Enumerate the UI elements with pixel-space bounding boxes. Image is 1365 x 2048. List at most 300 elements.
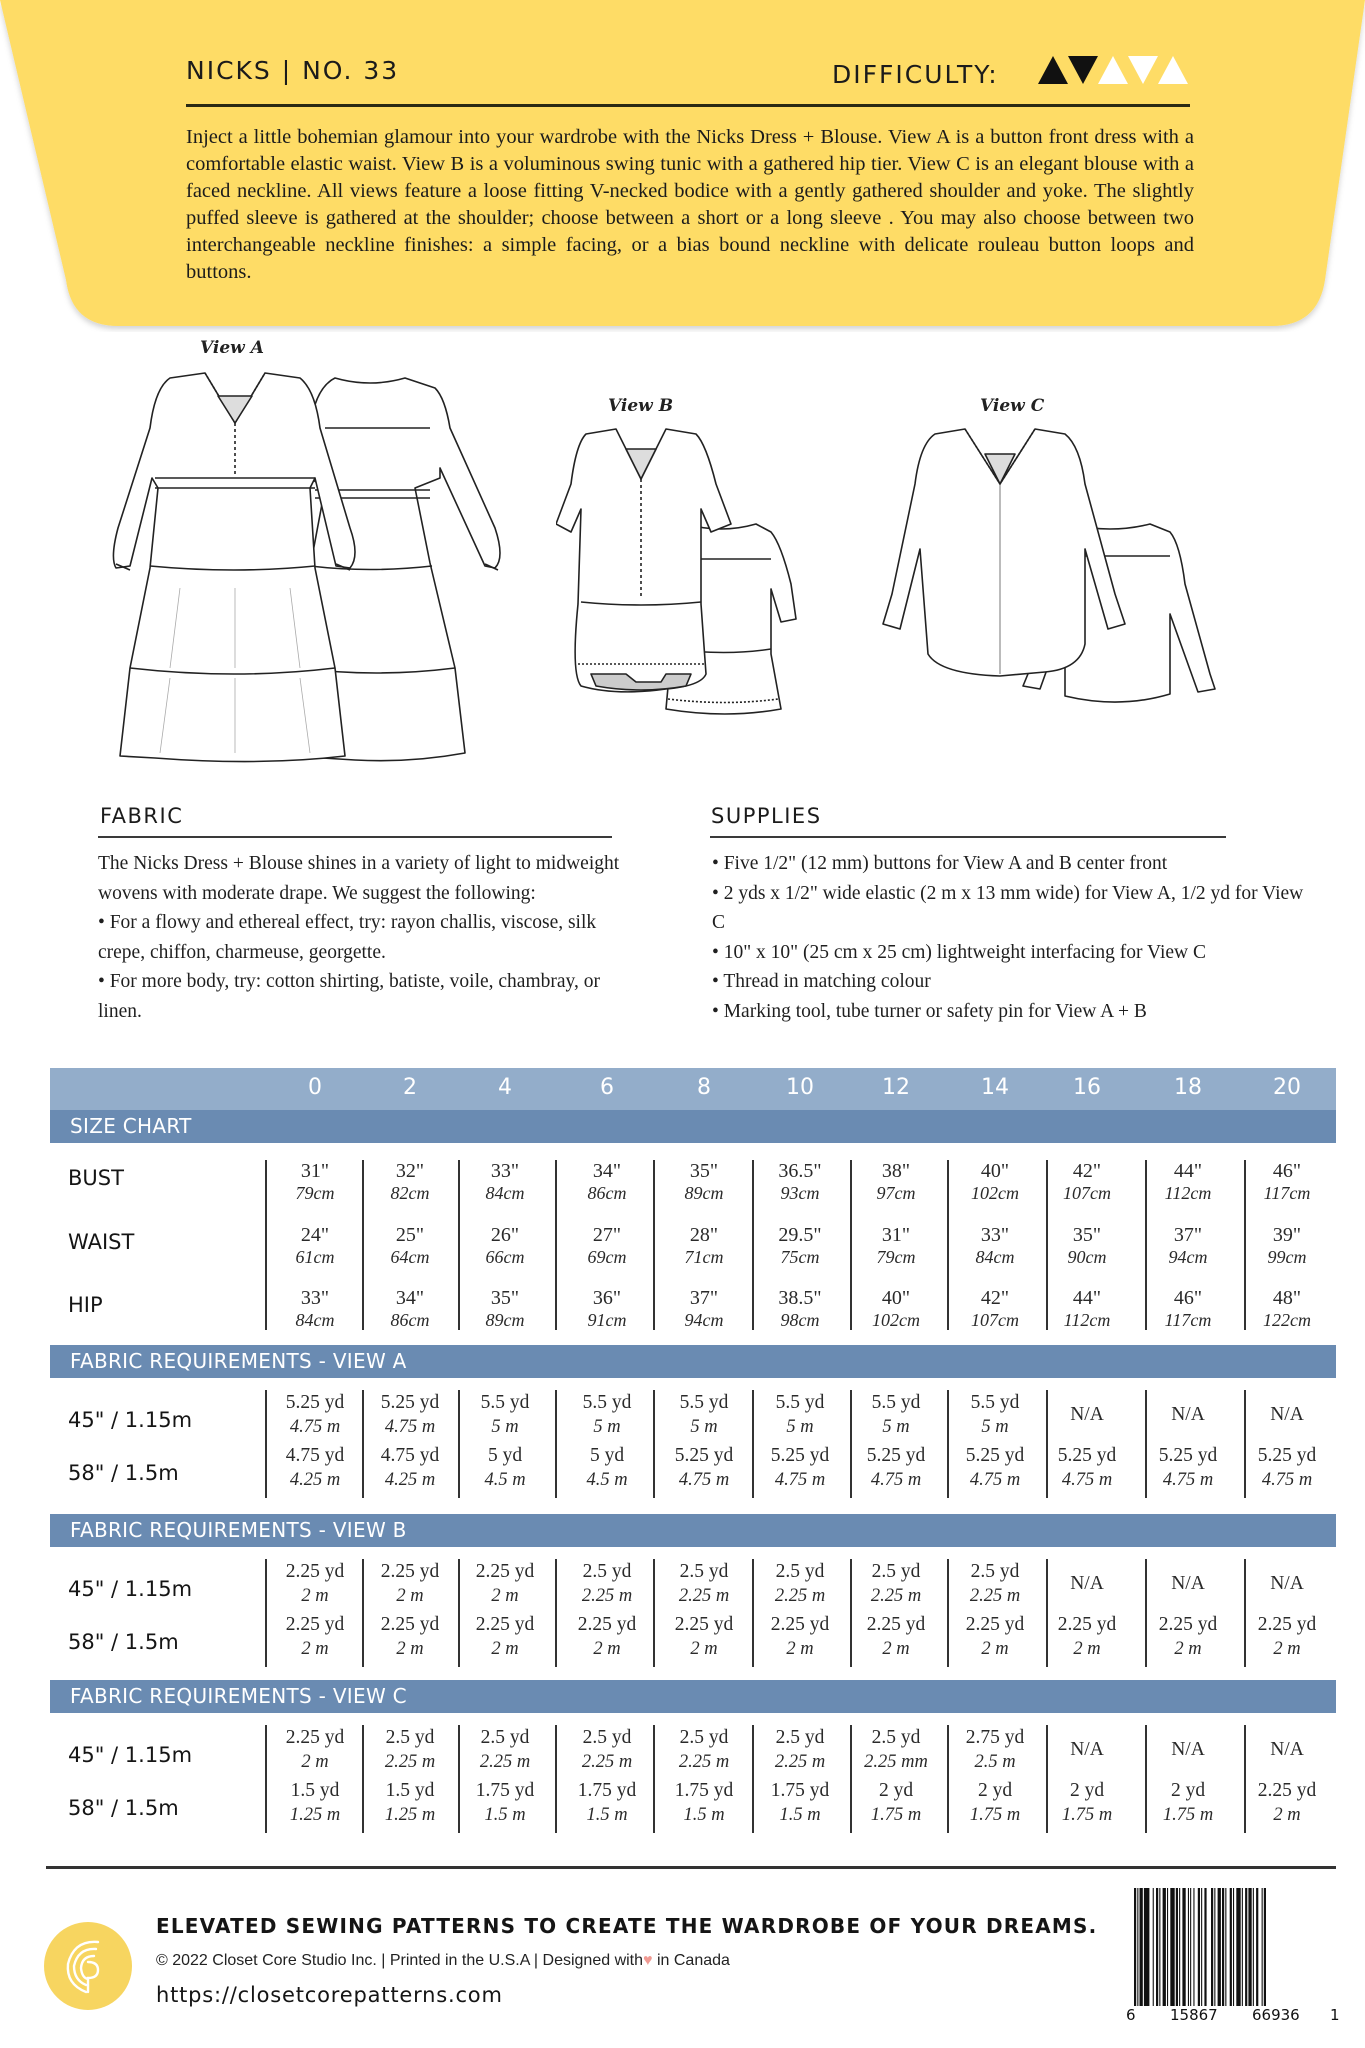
- yardage-value: 5.25 yd: [1057, 1445, 1117, 1466]
- barcode-bar: [1242, 1888, 1243, 2006]
- yardage-value: 2.25 yd: [1158, 1614, 1218, 1635]
- measurement-cm: 112cm: [1164, 1183, 1212, 1203]
- measurement-inches: 36": [592, 1287, 622, 1309]
- yardage-cell: [559, 1559, 655, 1609]
- measurement-cell: [458, 1287, 552, 1330]
- yardage-value: 2.25 yd: [674, 1614, 734, 1635]
- barcode-bar: [1153, 1888, 1154, 2006]
- measurement-inches: 42": [1072, 1160, 1102, 1182]
- barcode-bar: [1236, 1888, 1240, 2006]
- measurement-cm: 117cm: [1164, 1310, 1212, 1330]
- metres-value: 2 m: [396, 1639, 424, 1659]
- measurement-cm: 99cm: [1267, 1247, 1307, 1267]
- metres-value: 4.5 m: [586, 1470, 628, 1490]
- yardage-value: 5 yd: [589, 1445, 625, 1466]
- metres-value: 5 m: [491, 1417, 519, 1437]
- measurement-cell: [560, 1160, 654, 1203]
- yardage-value: 2.5 yd: [679, 1561, 729, 1582]
- measurement-inches: 31": [300, 1160, 330, 1182]
- yardage-value: 5.5 yd: [871, 1392, 921, 1413]
- barcode-bar: [1182, 1888, 1185, 2006]
- barcode-digits: [1126, 2006, 1340, 2028]
- yardage-cell: [267, 1390, 363, 1440]
- metres-value: 1.5 m: [586, 1805, 628, 1825]
- supplies-item: • Thread in matching colour: [712, 971, 931, 992]
- barcode-bar: [1218, 1888, 1221, 2006]
- metres-value: 4.75 m: [1061, 1470, 1113, 1490]
- measurement-cm: 112cm: [1063, 1310, 1111, 1330]
- measurement-cm: 86cm: [390, 1310, 430, 1330]
- yardage-value: 5.5 yd: [582, 1392, 632, 1413]
- measurement-cell: [363, 1160, 457, 1203]
- yardage-value: 4.75 yd: [380, 1445, 440, 1466]
- view-c-requirements-band: [50, 1680, 1336, 1713]
- measurement-cell: [948, 1287, 1042, 1330]
- size-column-header: 20: [1273, 1075, 1301, 1100]
- metres-value: 2.25 mm: [864, 1752, 928, 1772]
- yardage-cell: [752, 1390, 848, 1440]
- metres-value: 2 m: [491, 1639, 519, 1659]
- yardage-cell: [362, 1612, 458, 1662]
- supplies-item: • Marking tool, tube turner or safety pin for View A + B: [712, 1000, 1147, 1022]
- measurement-inches: 32": [395, 1160, 425, 1182]
- barcode-bar: [1256, 1888, 1258, 2006]
- measurement-cm: 102cm: [872, 1310, 920, 1330]
- yardage-cell: [457, 1778, 553, 1828]
- metres-value: 2.25 m: [678, 1586, 730, 1606]
- yardage-value: 2.5 yd: [679, 1727, 729, 1748]
- metres-value: 2 m: [301, 1586, 329, 1606]
- barcode-bar: [1170, 1888, 1174, 2006]
- yardage-value: 2.25 yd: [285, 1561, 345, 1582]
- yardage-value: N/A: [1171, 1573, 1205, 1594]
- yardage-value: 2.25 yd: [475, 1561, 535, 1582]
- yardage-cell: [1039, 1737, 1135, 1762]
- fabric-width-label: 58" / 1.5m: [68, 1461, 179, 1485]
- measurement-inches: 35": [1072, 1224, 1102, 1246]
- yardage-value: 2 yd: [1069, 1780, 1105, 1801]
- tunic-illustration: [556, 424, 856, 724]
- measurement-cell: [1141, 1160, 1235, 1203]
- yardage-cell: [752, 1778, 848, 1828]
- fabric-divider: [98, 836, 612, 838]
- measurement-cm: 94cm: [1168, 1247, 1208, 1267]
- difficulty-empty-triangle-icon: [1157, 54, 1189, 86]
- heart-icon: ♥: [643, 1952, 653, 1969]
- measurement-inches: 24": [300, 1224, 330, 1246]
- yardage-cell: [1039, 1402, 1135, 1427]
- measurement-inches: 46": [1173, 1287, 1203, 1309]
- yardage-cell: [656, 1443, 752, 1493]
- barcode-bar: [1163, 1888, 1166, 2006]
- metres-value: 4.25 m: [384, 1470, 436, 1490]
- measurement-cm: 98cm: [780, 1310, 820, 1330]
- blouse-illustration: [880, 424, 1300, 724]
- yardage-value: 1.5 yd: [385, 1780, 435, 1801]
- yardage-value: 2.25 yd: [285, 1727, 345, 1748]
- yardage-value: N/A: [1270, 1404, 1304, 1425]
- measurement-cell: [560, 1224, 654, 1267]
- yardage-cell: [1140, 1778, 1236, 1828]
- fabric-width-label: 45" / 1.15m: [68, 1743, 193, 1767]
- size-column-header: 2: [403, 1075, 417, 1100]
- measurement-inches: 44": [1072, 1287, 1102, 1309]
- yardage-cell: [1140, 1443, 1236, 1493]
- metres-value: 5 m: [690, 1417, 718, 1437]
- metres-value: 2.5 m: [974, 1752, 1016, 1772]
- metres-value: 4.75 m: [969, 1470, 1021, 1490]
- supplies-heading: SUPPLIES: [711, 804, 822, 828]
- measurement-inches: 33": [300, 1287, 330, 1309]
- pattern-title: NICKS | NO. 33: [186, 56, 400, 85]
- difficulty-label: DIFFICULTY:: [832, 60, 999, 89]
- measurement-label: WAIST: [68, 1230, 135, 1254]
- measurement-inches: 35": [689, 1160, 719, 1182]
- size-column-header: 12: [882, 1075, 910, 1100]
- metres-value: 4.5 m: [484, 1470, 526, 1490]
- yardage-cell: [752, 1725, 848, 1775]
- yardage-cell: [947, 1390, 1043, 1440]
- measurement-cell: [1040, 1224, 1134, 1267]
- measurement-cm: 102cm: [971, 1183, 1019, 1203]
- size-column-header: 16: [1073, 1075, 1101, 1100]
- yardage-cell: [1239, 1778, 1335, 1828]
- difficulty-filled-triangle-icon: [1067, 54, 1099, 86]
- maxi-dress-illustration: [110, 368, 540, 768]
- metres-value: 1.75 m: [969, 1805, 1021, 1825]
- measurement-cm: 66cm: [485, 1247, 525, 1267]
- yardage-value: N/A: [1171, 1739, 1205, 1760]
- measurement-inches: 31": [881, 1224, 911, 1246]
- measurement-cm: 79cm: [295, 1183, 335, 1203]
- yardage-cell: [362, 1443, 458, 1493]
- measurement-inches: 33": [490, 1160, 520, 1182]
- metres-value: 1.5 m: [484, 1805, 526, 1825]
- view-c-label: View C: [980, 396, 1045, 416]
- metres-value: 4.75 m: [1162, 1470, 1214, 1490]
- fabric-width-label: 58" / 1.5m: [68, 1796, 179, 1820]
- measurement-cm: 91cm: [587, 1310, 627, 1330]
- measurement-cm: 75cm: [780, 1247, 820, 1267]
- yardage-value: 2.5 yd: [480, 1727, 530, 1748]
- yardage-value: 1.75 yd: [475, 1780, 535, 1801]
- barcode-bar: [1176, 1888, 1178, 2006]
- yardage-cell: [1239, 1571, 1335, 1596]
- yardage-cell: [457, 1443, 553, 1493]
- size-column-header: 18: [1174, 1075, 1202, 1100]
- metres-value: 2.25 m: [774, 1752, 826, 1772]
- measurement-cell: [753, 1160, 847, 1203]
- metres-value: 2 m: [593, 1639, 621, 1659]
- yardage-value: 5.25 yd: [965, 1445, 1025, 1466]
- size-column-header: 4: [498, 1075, 512, 1100]
- metres-value: 5 m: [882, 1417, 910, 1437]
- measurement-cell: [657, 1160, 751, 1203]
- measurement-cm: 64cm: [390, 1247, 430, 1267]
- column-divider: [555, 1559, 557, 1667]
- barcode-bar: [1134, 1888, 1136, 2006]
- yardage-value: 5.25 yd: [866, 1445, 926, 1466]
- yardage-cell: [559, 1443, 655, 1493]
- difficulty-empty-triangle-icon: [1127, 54, 1159, 86]
- yardage-value: 2.5 yd: [385, 1727, 435, 1748]
- metres-value: 2 m: [1273, 1639, 1301, 1659]
- yardage-cell: [457, 1612, 553, 1662]
- yardage-cell: [656, 1390, 752, 1440]
- barcode-bar: [1144, 1888, 1150, 2006]
- yardage-value: 2.25 yd: [285, 1614, 345, 1635]
- barcode-bar: [1245, 1888, 1247, 2006]
- metres-value: 5 m: [981, 1417, 1009, 1437]
- closet-core-logo: [44, 1922, 132, 2010]
- measurement-cell: [1040, 1160, 1134, 1203]
- barcode-bar: [1222, 1888, 1224, 2006]
- measurement-label: HIP: [68, 1293, 103, 1317]
- measurement-cm: 89cm: [485, 1310, 525, 1330]
- yardage-value: 1.75 yd: [674, 1780, 734, 1801]
- fabric-paragraph: The Nicks Dress + Blouse shines in a variety of light to midweight wovens with moderate drape. We suggest the following:: [98, 853, 620, 904]
- measurement-cm: 84cm: [295, 1310, 335, 1330]
- size-column-header: 10: [786, 1075, 814, 1100]
- measurement-cm: 84cm: [485, 1183, 525, 1203]
- measurement-cm: 93cm: [780, 1183, 820, 1203]
- yardage-cell: [559, 1778, 655, 1828]
- yardage-value: N/A: [1270, 1573, 1304, 1594]
- barcode-digit-group: 1: [1330, 2006, 1340, 2024]
- yardage-cell: [1140, 1402, 1236, 1427]
- yardage-cell: [362, 1390, 458, 1440]
- yardage-value: 2.5 yd: [775, 1727, 825, 1748]
- measurement-cm: 86cm: [587, 1183, 627, 1203]
- yardage-value: 5.25 yd: [285, 1392, 345, 1413]
- yardage-cell: [362, 1778, 458, 1828]
- yardage-value: 2.25 yd: [577, 1614, 637, 1635]
- yardage-cell: [947, 1612, 1043, 1662]
- measurement-cell: [560, 1287, 654, 1330]
- barcode-bar: [1193, 1888, 1194, 2006]
- supplies-item: • 2 yds x 1/2" wide elastic (2 m x 13 mm wide) for View A, 1/2 yd for View C: [712, 882, 1304, 933]
- fabric-width-label: 45" / 1.15m: [68, 1577, 193, 1601]
- metres-value: 4.75 m: [1261, 1470, 1313, 1490]
- metres-value: 1.25 m: [384, 1805, 436, 1825]
- barcode-bar: [1204, 1888, 1206, 2006]
- measurement-cell: [849, 1287, 943, 1330]
- footer-divider: [46, 1866, 1336, 1869]
- metres-value: 4.75 m: [384, 1417, 436, 1437]
- size-column-header: 6: [600, 1075, 614, 1100]
- barcode-bar: [1262, 1888, 1263, 2006]
- metres-value: 2 m: [786, 1639, 814, 1659]
- yardage-value: 2.5 yd: [970, 1561, 1020, 1582]
- website-link[interactable]: https://closetcorepatterns.com: [156, 1983, 503, 2007]
- measurement-cell: [268, 1287, 362, 1330]
- metres-value: 2 m: [301, 1639, 329, 1659]
- view-a-label: View A: [200, 338, 264, 358]
- measurement-cell: [1240, 1287, 1334, 1330]
- barcode-bar: [1264, 1888, 1266, 2006]
- yardage-value: 2.25 yd: [866, 1614, 926, 1635]
- yardage-value: 5.5 yd: [480, 1392, 530, 1413]
- yardage-cell: [559, 1390, 655, 1440]
- barcode-bar: [1188, 1888, 1189, 2006]
- measurement-cm: 79cm: [876, 1247, 916, 1267]
- yardage-value: 2 yd: [878, 1780, 914, 1801]
- copyright-location: in Canada: [652, 1952, 730, 1969]
- yardage-cell: [1140, 1737, 1236, 1762]
- metres-value: 2 m: [1073, 1639, 1101, 1659]
- barcode-bar: [1179, 1888, 1180, 2006]
- yardage-value: 2.5 yd: [871, 1561, 921, 1582]
- copyright-text: © 2022 Closet Core Studio Inc. | Printed in the U.S.A | Designed with: [156, 1952, 644, 1969]
- yardage-cell: [1039, 1612, 1135, 1662]
- yardage-value: 2.25 yd: [380, 1614, 440, 1635]
- barcode-bar: [1190, 1888, 1191, 2006]
- measurement-inches: 34": [592, 1160, 622, 1182]
- metres-value: 2 m: [690, 1639, 718, 1659]
- metres-value: 2 m: [981, 1639, 1009, 1659]
- measurement-cell: [753, 1224, 847, 1267]
- view-a-requirements-band: [50, 1345, 1336, 1378]
- measurement-cell: [458, 1224, 552, 1267]
- yardage-value: 1.5 yd: [290, 1780, 340, 1801]
- measurement-cell: [1240, 1160, 1334, 1203]
- yardage-cell: [848, 1390, 944, 1440]
- measurement-cm: 107cm: [971, 1310, 1019, 1330]
- yardage-cell: [947, 1559, 1043, 1609]
- yardage-value: 2.25 yd: [1257, 1780, 1317, 1801]
- yardage-value: 2.75 yd: [965, 1727, 1025, 1748]
- measurement-cell: [849, 1160, 943, 1203]
- measurement-cell: [753, 1287, 847, 1330]
- measurement-cell: [1040, 1287, 1134, 1330]
- column-divider: [555, 1725, 557, 1833]
- barcode-bar: [1211, 1888, 1213, 2006]
- yardage-value: 1.75 yd: [577, 1780, 637, 1801]
- yardage-cell: [1239, 1443, 1335, 1493]
- yardage-value: 5.25 yd: [674, 1445, 734, 1466]
- yardage-cell: [267, 1559, 363, 1609]
- yardage-value: 2.25 yd: [1257, 1614, 1317, 1635]
- measurement-cm: 82cm: [390, 1183, 430, 1203]
- yardage-cell: [1039, 1778, 1135, 1828]
- size-chart-title: SIZE CHART: [70, 1114, 192, 1138]
- measurement-cm: 117cm: [1263, 1183, 1311, 1203]
- view-b-label: View B: [608, 396, 674, 416]
- measurement-cell: [849, 1224, 943, 1267]
- header-divider: [186, 104, 1190, 107]
- metres-value: 1.5 m: [779, 1805, 821, 1825]
- size-chart-band: [50, 1110, 1336, 1143]
- size-column-header: 14: [981, 1075, 1009, 1100]
- fabric-bullet: • For more body, try: cotton shirting, batiste, voile, chambray, or linen.: [98, 971, 600, 1022]
- measurement-cm: 69cm: [587, 1247, 627, 1267]
- measurement-cm: 94cm: [684, 1310, 724, 1330]
- measurement-inches: 38": [881, 1160, 911, 1182]
- column-divider: [555, 1160, 557, 1330]
- metres-value: 4.75 m: [289, 1417, 341, 1437]
- yardage-cell: [267, 1725, 363, 1775]
- measurement-cm: 122cm: [1263, 1310, 1311, 1330]
- yardage-cell: [848, 1778, 944, 1828]
- yardage-value: 2.25 yd: [770, 1614, 830, 1635]
- measurement-cell: [657, 1224, 751, 1267]
- measurement-cell: [657, 1287, 751, 1330]
- yardage-cell: [656, 1559, 752, 1609]
- measurement-inches: 46": [1272, 1160, 1302, 1182]
- measurement-inches: 40": [881, 1287, 911, 1309]
- metres-value: 2.25 m: [774, 1586, 826, 1606]
- barcode-bar: [1248, 1888, 1251, 2006]
- barcode-bar: [1214, 1888, 1215, 2006]
- measurement-cm: 71cm: [684, 1247, 724, 1267]
- yardage-value: 5.5 yd: [775, 1392, 825, 1413]
- pattern-description: Inject a little bohemian glamour into your wardrobe with the Nicks Dress + Blouse. View A is a button front dress with a comfortable elastic waist. View B is a voluminous swing tunic with a gathered hip tier. View C is an elegant blouse with a faced neckline. All views feature a loose fitting V-necked bodice with a gently gathered shoulder and yoke. The slightly puffed sleeve is gathered at the shoulder; choose between a short or a long sleeve . You may also choose between two interchangeable neckline finishes: a simple facing, or a bias bound neckline with delicate rouleau button loops and buttons.: [186, 126, 1194, 283]
- size-column-header: 0: [308, 1075, 322, 1100]
- barcode-bar: [1233, 1888, 1234, 2006]
- yardage-cell: [947, 1443, 1043, 1493]
- yardage-value: N/A: [1070, 1404, 1104, 1425]
- yardage-cell: [559, 1725, 655, 1775]
- yardage-value: 5.25 yd: [1158, 1445, 1218, 1466]
- yardage-value: N/A: [1171, 1404, 1205, 1425]
- yardage-value: 2 yd: [1170, 1780, 1206, 1801]
- yardage-value: 5.5 yd: [679, 1392, 729, 1413]
- yardage-cell: [559, 1612, 655, 1662]
- yardage-value: 2 yd: [977, 1780, 1013, 1801]
- supplies-item: • Five 1/2" (12 mm) buttons for View A and B center front: [712, 853, 1168, 874]
- measurement-cm: 84cm: [975, 1247, 1015, 1267]
- fabric-text: [98, 849, 628, 1026]
- barcode-bar: [1201, 1888, 1202, 2006]
- yardage-cell: [267, 1612, 363, 1662]
- view-c-requirements-title: FABRIC REQUIREMENTS - VIEW C: [70, 1684, 407, 1708]
- measurement-cm: 90cm: [1067, 1247, 1107, 1267]
- view-b-requirements-band: [50, 1514, 1336, 1547]
- supplies-item: • 10" x 10" (25 cm x 25 cm) lightweight interfacing for View C: [712, 941, 1206, 963]
- metres-value: 1.5 m: [683, 1805, 725, 1825]
- yardage-value: N/A: [1070, 1739, 1104, 1760]
- metres-value: 2.25 m: [678, 1752, 730, 1772]
- yardage-value: 2.5 yd: [582, 1727, 632, 1748]
- size-column-header: 8: [697, 1075, 711, 1100]
- supplies-list: [712, 849, 1312, 1026]
- measurement-inches: 28": [689, 1224, 719, 1246]
- measurement-cell: [363, 1224, 457, 1267]
- yardage-cell: [947, 1725, 1043, 1775]
- barcode-bar: [1230, 1888, 1232, 2006]
- yardage-cell: [656, 1612, 752, 1662]
- metres-value: 2.25 m: [479, 1752, 531, 1772]
- difficulty-rating: [1037, 54, 1187, 90]
- measurement-inches: 39": [1272, 1224, 1302, 1246]
- measurement-cell: [458, 1160, 552, 1203]
- metres-value: 2.25 m: [870, 1586, 922, 1606]
- view-a-requirements-title: FABRIC REQUIREMENTS - VIEW A: [70, 1349, 407, 1373]
- supplies-divider: [710, 836, 1226, 838]
- metres-value: 1.75 m: [1162, 1805, 1214, 1825]
- measurement-inches: 37": [1173, 1224, 1203, 1246]
- measurement-cm: 61cm: [295, 1247, 335, 1267]
- barcode-bar: [1253, 1888, 1254, 2006]
- barcode: [1126, 1888, 1340, 2028]
- measurement-inches: 37": [689, 1287, 719, 1309]
- yardage-cell: [457, 1390, 553, 1440]
- measurement-cell: [1141, 1224, 1235, 1267]
- metres-value: 2 m: [491, 1586, 519, 1606]
- measurement-cell: [948, 1160, 1042, 1203]
- yardage-cell: [848, 1612, 944, 1662]
- yardage-cell: [362, 1725, 458, 1775]
